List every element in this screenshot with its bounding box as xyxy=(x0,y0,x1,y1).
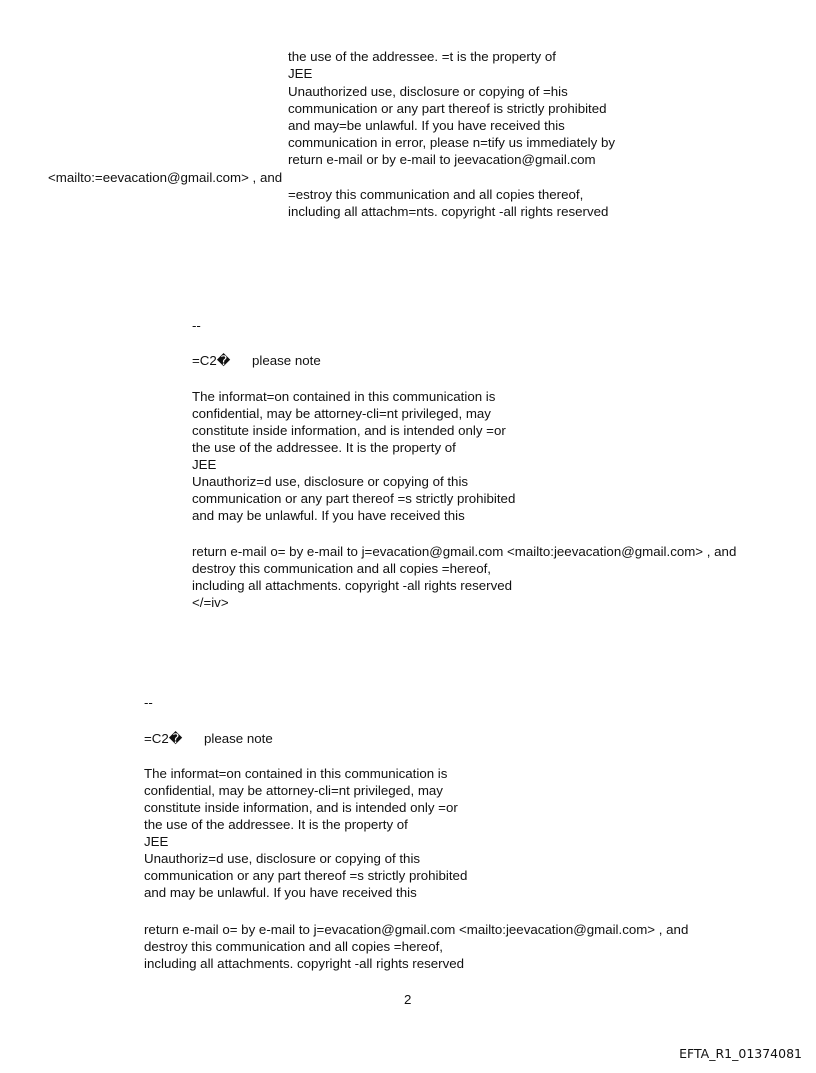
block3-separator: -- xyxy=(144,695,153,710)
block3-note-prefix: =C2� xyxy=(144,731,183,746)
block2-return-line: including all attachments. copyright -all rights reserved xyxy=(192,578,513,593)
block2-separator: -- xyxy=(192,318,201,333)
block3-return-line: return e-mail o= by e-mail to j=evacation@gmail.com <mailto:jeevacation@gmail.com> , and xyxy=(144,922,689,937)
block2-line: and may be unlawful. If you have received this xyxy=(192,508,465,523)
block3-line: constitute inside information, and is intended only =or xyxy=(144,800,458,815)
block2-line: confidential, may be attorney-cli=nt privileged, may xyxy=(192,406,491,421)
block1-line: and may=be unlawful. If you have received this xyxy=(288,118,565,133)
block2-line: JEE xyxy=(192,457,217,472)
block2-line: The informat=on contained in this communication is xyxy=(192,389,496,404)
block2-line: Unauthoriz=d use, disclosure or copying of this xyxy=(192,474,469,489)
block3-return-line: including all attachments. copyright -all rights reserved xyxy=(144,956,465,971)
block1-line: the use of the addressee. =t is the property of xyxy=(288,49,556,64)
block1-line: JEE xyxy=(288,66,313,81)
block3-line: and may be unlawful. If you have received this xyxy=(144,885,417,900)
block2-line: the use of the addressee. It is the property of xyxy=(192,440,456,455)
block2-line: constitute inside information, and is intended only =or xyxy=(192,423,506,438)
block3-return-line: destroy this communication and all copies =hereof, xyxy=(144,939,443,954)
page-number: 2 xyxy=(404,992,412,1007)
block3-note-text: please note xyxy=(204,731,273,746)
block2-return-line: </=iv> xyxy=(192,595,229,610)
block1-mailto-line: <mailto:=eevacation@gmail.com> , and xyxy=(48,170,283,185)
block3-line: JEE xyxy=(144,834,169,849)
block1-line: return e-mail or by e-mail to jeevacation@gmail.com xyxy=(288,152,596,167)
block3-line: the use of the addressee. It is the property of xyxy=(144,817,408,832)
block3-line: confidential, may be attorney-cli=nt privileged, may xyxy=(144,783,443,798)
block3-line: communication or any part thereof =s strictly prohibited xyxy=(144,868,468,883)
block3-line: Unauthoriz=d use, disclosure or copying of this xyxy=(144,851,421,866)
block2-line: communication or any part thereof =s strictly prohibited xyxy=(192,491,516,506)
block2-note-text: please note xyxy=(252,353,321,368)
block2-return-line: destroy this communication and all copies =hereof, xyxy=(192,561,491,576)
block2-return-line: return e-mail o= by e-mail to j=evacation@gmail.com <mailto:jeevacation@gmail.com> , and xyxy=(192,544,737,559)
block2-note-prefix: =C2� xyxy=(192,353,231,368)
block1-line: communication in error, please n=tify us immediately by xyxy=(288,135,616,150)
block3-line: The informat=on contained in this communication is xyxy=(144,766,448,781)
block1-line: communication or any part thereof is strictly prohibited xyxy=(288,101,607,116)
block1-line: Unauthorized use, disclosure or copying of =his xyxy=(288,84,568,99)
block1-line: including all attachm=nts. copyright -all rights reserved xyxy=(288,204,609,219)
block1-line: =estroy this communication and all copies thereof, xyxy=(288,187,584,202)
document-id: EFTA_R1_01374081 xyxy=(679,1046,802,1061)
